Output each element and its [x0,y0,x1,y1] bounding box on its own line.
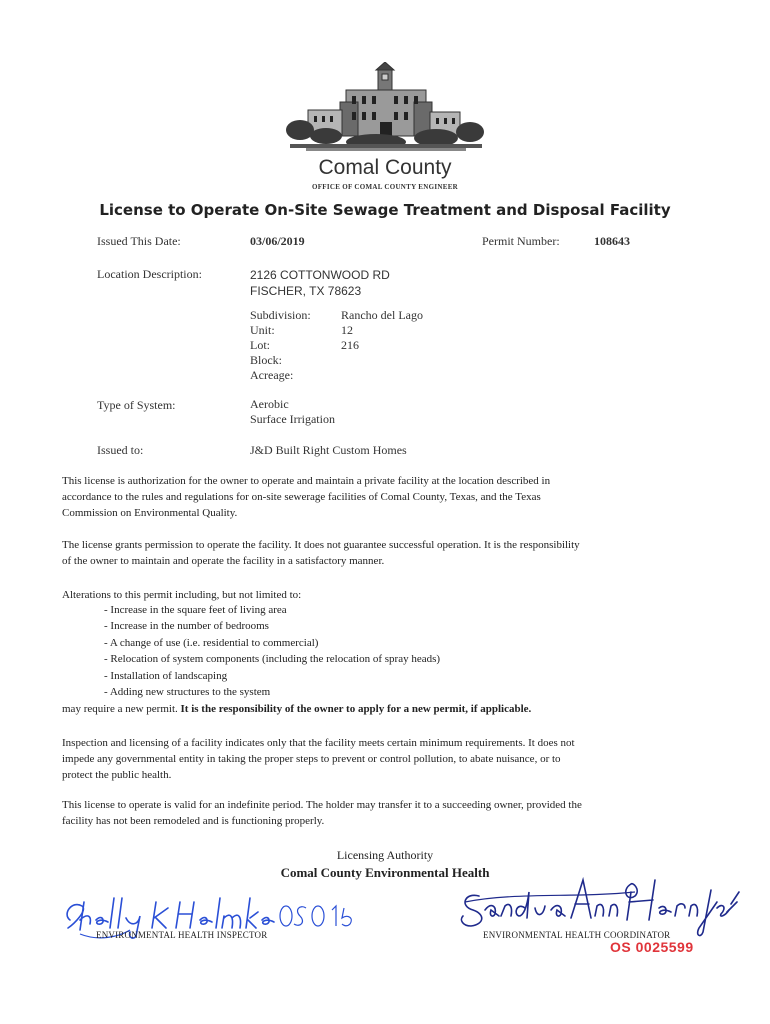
coordinator-title: ENVIRONMENTAL HEALTH COORDINATOR [483,930,671,940]
licensing-authority-name: Comal County Environmental Health [280,865,490,880]
licensing-authority-label: Licensing Authority [336,848,434,862]
lot-label: Lot: [250,338,270,352]
system-type-label: Type of System: [97,398,176,412]
inspection-line-2: impede any governmental entity in taking the proper steps to prevent or control pollution, to abate nuisance, or to [62,753,561,765]
unit-label: Unit: [250,323,275,337]
validity-paragraph [62,797,642,829]
alterations-outro [62,701,642,717]
unit-value: 12 [341,323,353,337]
coordinator-license-stamp: OS 0025599 [610,939,694,955]
inspection-paragraph [62,735,642,783]
list-item: - Adding new structures to the system [104,684,440,700]
permit-number-label: Permit Number: [482,234,560,248]
address-line-2: FISCHER, TX 78623 [250,284,362,298]
courthouse-illustration [286,62,486,158]
system-type-line-2: Surface Irrigation [250,412,335,426]
alterations-intro: Alterations to this permit including, but not limited to: [62,589,302,601]
issued-to-value: J&D Built Right Custom Homes [250,443,407,457]
list-item: - Increase in the square feet of living area [104,602,440,618]
permit-number: 108643 [594,234,630,248]
list-item: - A change of use (i.e. residential to commercial) [104,635,440,651]
inspection-line-1: Inspection and licensing of a facility indicates only that the facility meets certain minimum requirements. It does not [62,737,575,749]
location-label: Location Description: [97,267,202,281]
office-name: OFFICE OF COMAL COUNTY ENGINEER [311,183,459,191]
validity-line-1: This license to operate is valid for an indefinite period. The holder may transfer it to a succeeding owner, provided the [62,799,582,811]
list-item: - Relocation of system components (including the relocation of spray heads) [104,651,440,667]
authorization-line-3: Commission on Environmental Quality. [62,507,238,519]
validity-line-2: facility has not been remodeled and is functioning properly. [62,815,325,827]
acreage-label: Acreage: [250,368,294,382]
subdivision-value: Rancho del Lago [341,308,423,322]
alterations-list [104,602,440,700]
system-type-line-1: Aerobic [250,397,289,411]
document-title: License to Operate On-Site Sewage Treatment and Disposal Facility [99,201,671,219]
block-label: Block: [250,353,282,367]
inspection-line-3: protect the public health. [62,769,172,781]
county-name: Comal County [318,156,452,179]
list-item: - Increase in the number of bedrooms [104,618,440,634]
inspector-title: ENVIRONMENTAL HEALTH INSPECTOR [96,930,268,940]
address-line-1: 2126 COTTONWOOD RD [250,268,390,282]
permission-paragraph [62,537,642,569]
list-item: - Installation of landscaping [104,668,440,684]
issued-to-label: Issued to: [97,443,144,457]
issued-date: 03/06/2019 [250,234,305,248]
authorization-line-2: accordance to the rules and regulations for on-site sewerage facilities of Comal County, Texas, and the Texas [62,491,541,503]
permission-line-2: of the owner to maintain and operate the facility in a satisfactory manner. [62,555,385,567]
authorization-paragraph [62,473,642,521]
owner-responsibility-note: It is the responsibility of the owner to apply for a new permit, if applicable. [180,703,532,715]
lot-value: 216 [341,338,359,352]
authorization-line-1: This license is authorization for the owner to operate and maintain a private facility at the location described in [62,475,551,487]
subdivision-label: Subdivision: [250,308,311,322]
permission-line-1: The license grants permission to operate the facility. It does not guarantee successful operation. It is the responsibility [62,539,580,551]
issued-date-label: Issued This Date: [97,234,181,248]
alterations-outro-plain: may require a new permit. [62,703,178,715]
